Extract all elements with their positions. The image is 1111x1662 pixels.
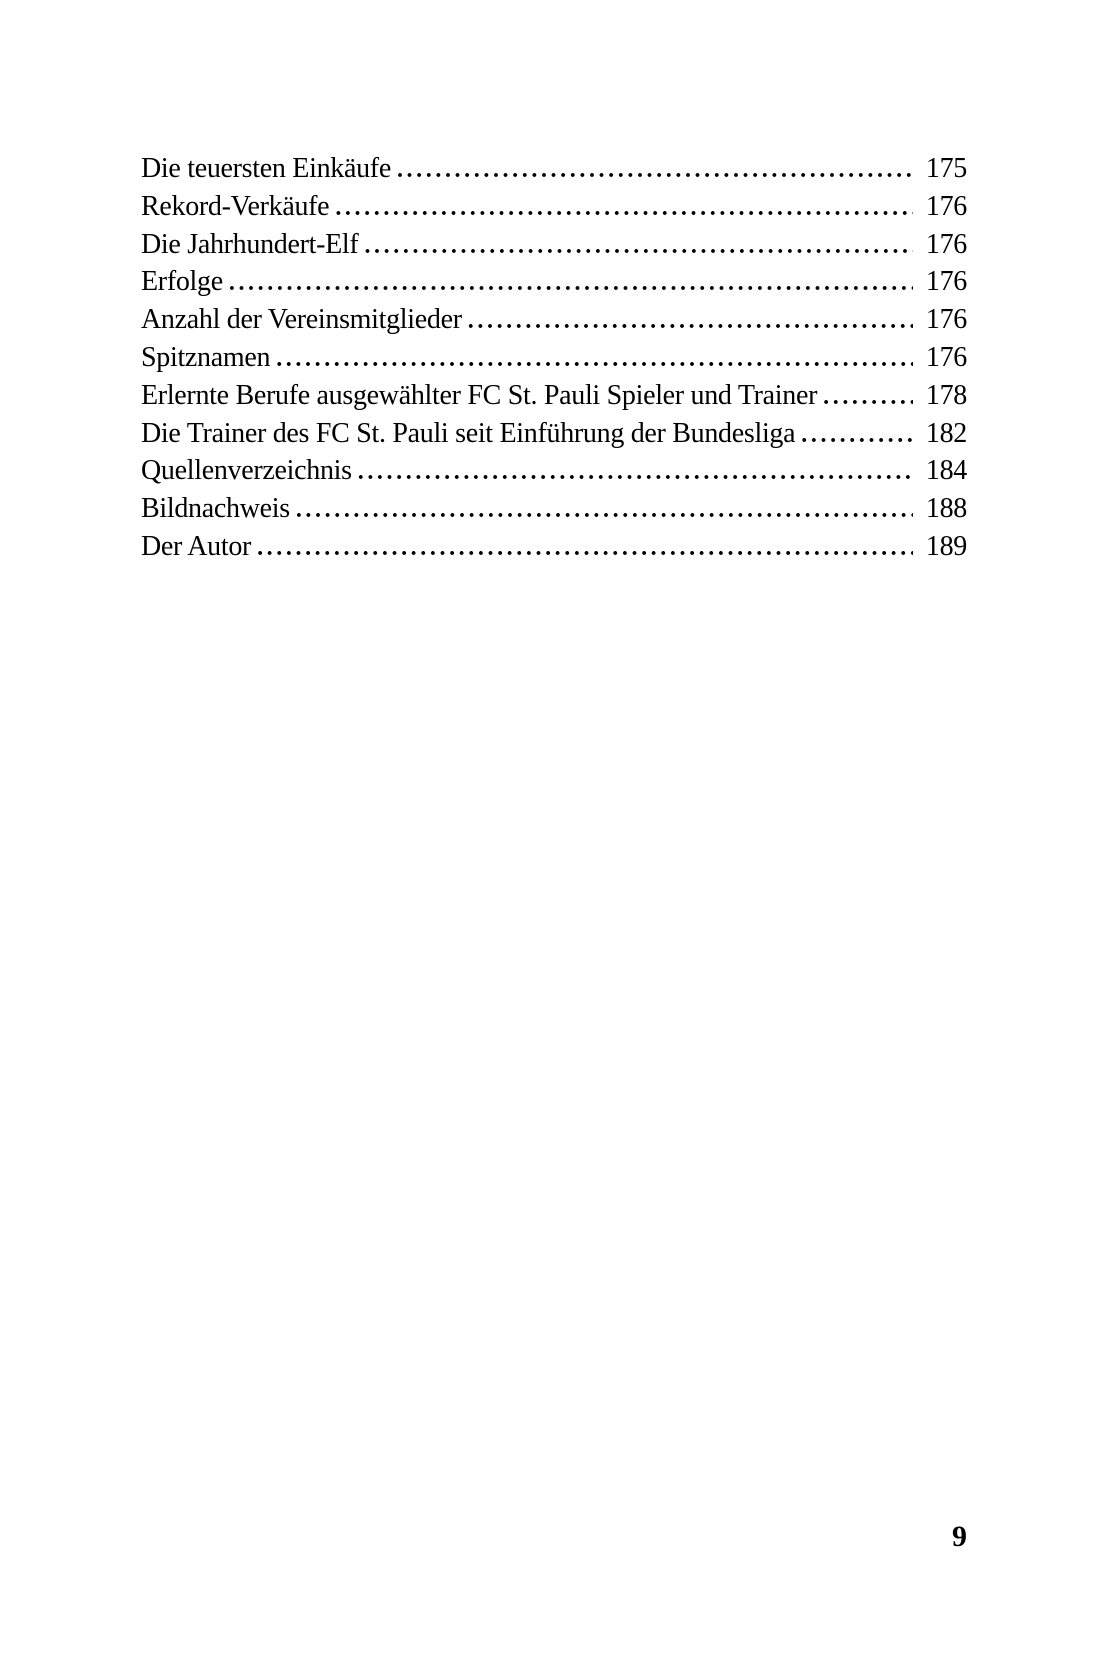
toc-entry-page: 176 xyxy=(925,190,967,222)
toc-dot-leader xyxy=(364,228,913,266)
toc-dot-leader xyxy=(296,492,913,530)
toc-dot-leader xyxy=(335,190,913,228)
toc-entry-title: Die teuersten Einkäufe xyxy=(141,153,391,184)
toc-entry-title: Der Autor xyxy=(141,530,252,562)
toc-dot-leader xyxy=(257,530,913,568)
toc-entry xyxy=(141,150,967,188)
toc-entry xyxy=(141,377,967,415)
toc-dot-leader xyxy=(229,265,913,303)
toc-dot-leader xyxy=(397,152,913,190)
toc-entry-title: Spitznamen xyxy=(141,341,271,373)
toc-entry xyxy=(141,490,967,528)
toc-entry-title: Die Trainer des FC St. Pauli seit Einführung der Bundesliga xyxy=(141,417,796,449)
toc-entry-page: 176 xyxy=(925,228,967,260)
toc-entry-page: 184 xyxy=(925,455,967,487)
toc-entry-title: Bildnachweis xyxy=(141,493,290,525)
toc-entry xyxy=(141,263,967,301)
toc-entry-page: 175 xyxy=(925,153,967,184)
toc-entry xyxy=(141,528,967,566)
toc-entry-page: 189 xyxy=(925,530,967,562)
toc-entry-title: Quellenverzeichnis xyxy=(141,455,352,487)
toc-entry xyxy=(141,415,967,453)
toc-entry xyxy=(141,188,967,226)
toc-entry xyxy=(141,301,967,339)
toc-entry-page: 188 xyxy=(925,493,967,525)
toc-entry-page: 178 xyxy=(925,379,967,411)
toc-entry-title: Erlernte Berufe ausgewählter FC St. Pauli Spieler und Trainer xyxy=(141,379,818,411)
toc-entry-page: 176 xyxy=(925,304,967,336)
toc-entry xyxy=(141,226,967,264)
toc-dot-leader xyxy=(276,341,913,379)
toc-entry-title: Erfolge xyxy=(141,266,223,298)
toc-dot-leader xyxy=(801,417,913,455)
toc-dot-leader xyxy=(468,303,913,341)
toc-entry-page: 176 xyxy=(925,341,967,373)
page-number: 9 xyxy=(952,1520,967,1553)
toc-dot-leader xyxy=(823,379,913,417)
toc-entry xyxy=(141,339,967,377)
toc-entry-page: 182 xyxy=(925,417,967,449)
toc-entry-title: Die Jahrhundert-Elf xyxy=(141,228,359,260)
toc-dot-leader xyxy=(358,454,913,492)
toc-entry-title: Anzahl der Vereinsmitglieder xyxy=(141,304,462,336)
toc-entry-title: Rekord-Verkäufe xyxy=(141,190,330,222)
table-of-contents xyxy=(141,150,967,566)
toc-entry xyxy=(141,452,967,490)
toc-entry-page: 176 xyxy=(925,266,967,298)
